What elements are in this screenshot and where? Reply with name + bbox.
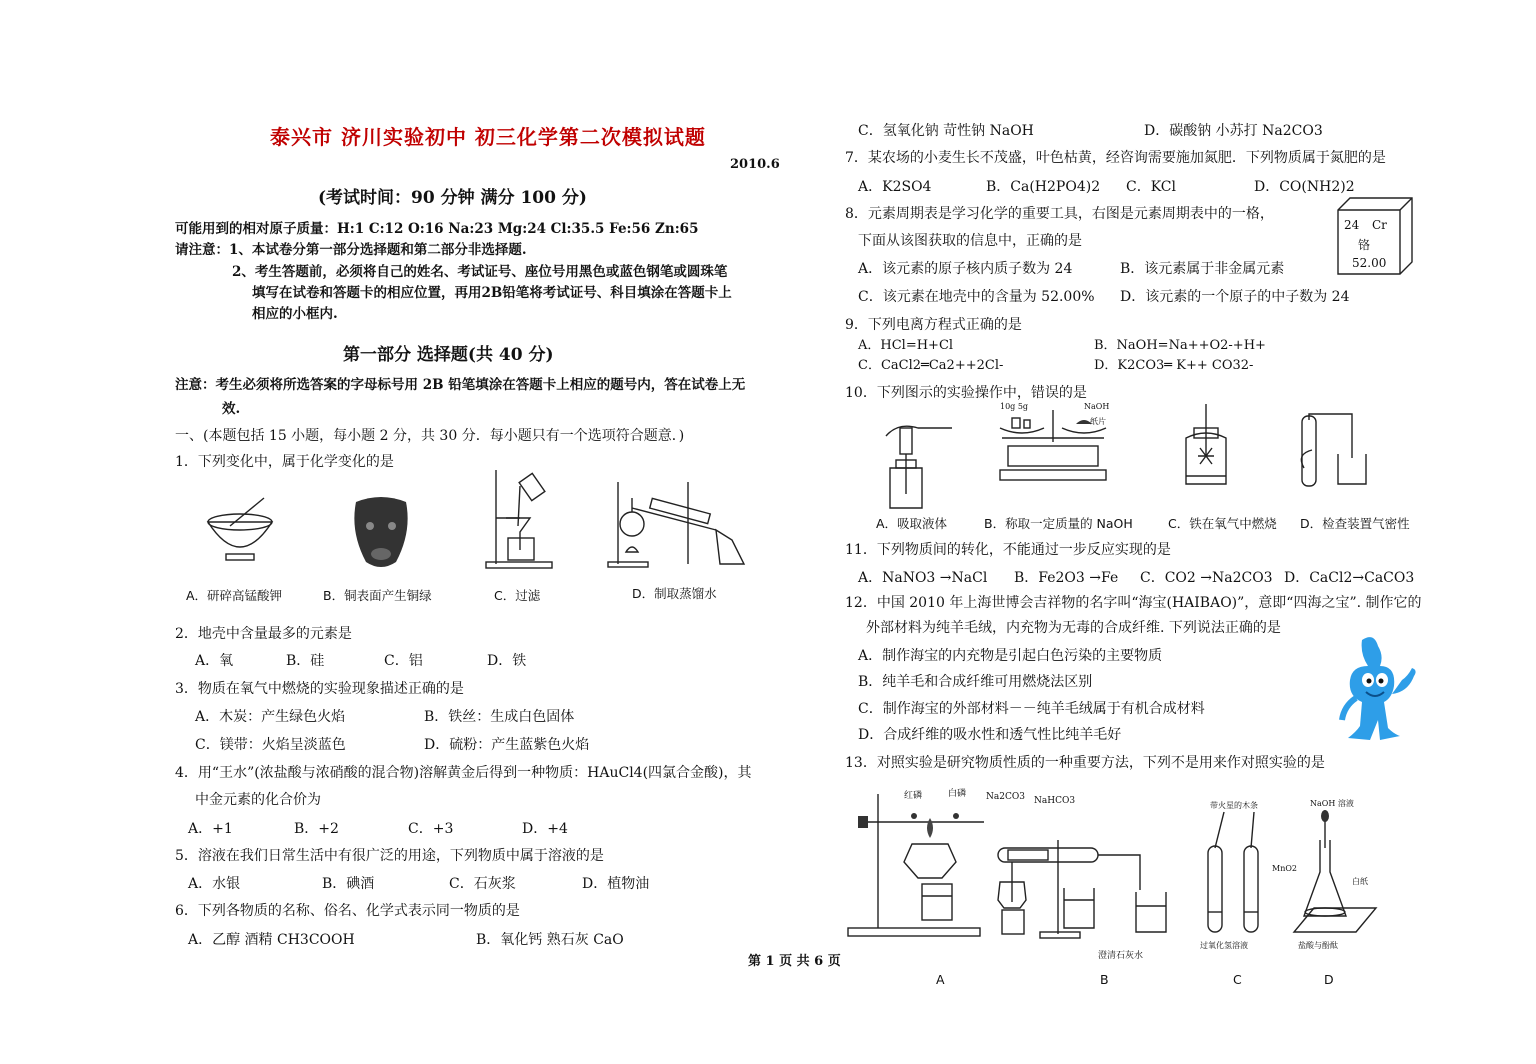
- q13-option-d: D: [1324, 972, 1334, 987]
- q2-option-a: A．氧: [195, 653, 234, 669]
- q1-stem: 1．下列变化中，属于化学变化的是: [175, 454, 394, 470]
- q12-option-a: A．制作海宝的内充物是引起白色污染的主要物质: [858, 648, 1163, 664]
- q12-option-b: B．纯羊毛和合成纤维可用燃烧法区别: [858, 674, 1093, 690]
- q7-option-d: D．CO(NH2)2: [1254, 179, 1355, 195]
- q12-stem: 12．中国 2010 年上海世博会吉祥物的名字叫“海宝(HAIBAO)”，意即“四海之宝”. 制作它的: [845, 595, 1422, 611]
- q3-option-a: A．木炭：产生绿色火焰: [195, 709, 346, 725]
- page-title: 泰兴市 济川实验初中 初三化学第二次模拟试题: [270, 125, 706, 149]
- h2o2-label: 过氧化氢溶液: [1200, 941, 1248, 950]
- distillation-figure: [606, 478, 756, 570]
- q4-option-b: B．+2: [294, 821, 339, 837]
- q11-option-b: B．Fe2O3 →Fe: [1014, 570, 1119, 586]
- q12-stem-2: 外部材料为纯羊毛绒，内充物为无毒的合成纤维. 下列说法正确的是: [866, 620, 1281, 636]
- mno2-label: MnO2: [1272, 864, 1297, 873]
- periodic-cell-mass: 52.00: [1352, 256, 1387, 270]
- acid-label: 盐酸与酚酞: [1298, 941, 1338, 950]
- q10-stem: 10．下列图示的实验操作中，错误的是: [845, 385, 1087, 401]
- q13-option-a: A: [936, 972, 945, 987]
- q6-option-b: B．氧化钙 熟石灰 CaO: [476, 932, 624, 948]
- q13-option-b: B: [1100, 972, 1109, 987]
- part1-heading: 第一部分 选择题(共 40 分): [343, 345, 554, 365]
- q3-stem: 3．物质在氧气中燃烧的实验现象描述正确的是: [175, 681, 464, 697]
- mortar-figure: [200, 492, 280, 572]
- carbonate-heating-figure: [990, 800, 1190, 942]
- q12-option-d: D．合成纤维的吸水性和透气性比纯羊毛好: [858, 727, 1122, 743]
- part1-note-a: 注意：考生必须将所选答案的字母标号用 2B 铅笔填涂在答题卡上相应的题号内，答在试卷上无: [175, 377, 746, 393]
- notice-2c: 相应的小框内.: [252, 306, 338, 322]
- q5-option-b: B．碘酒: [322, 876, 375, 892]
- q9-option-d: D．K2CO3═ K++ CO32-: [1094, 358, 1254, 373]
- q1-option-a: A．研碎高锰酸钾: [186, 588, 283, 603]
- q6-option-c: C．氢氧化钠 苛性钠 NaOH: [858, 123, 1034, 139]
- q3-option-b: B．铁丝：生成白色固体: [424, 709, 575, 725]
- q10-option-b: B．称取一定质量的 NaOH: [984, 516, 1133, 531]
- q6-option-d: D．碳酸钠 小苏打 Na2CO3: [1144, 123, 1323, 139]
- q6-option-a: A．乙醇 酒精 CH3COOH: [188, 932, 355, 948]
- q4-option-d: D．+4: [522, 821, 568, 837]
- na2co3-label: Na2CO3: [986, 792, 1025, 802]
- q13-option-c: C: [1233, 972, 1242, 987]
- q3-option-c: C．镁带：火焰呈淡蓝色: [195, 737, 346, 753]
- q2-option-b: B．硅: [286, 653, 325, 669]
- periodic-cell-name: 铬: [1358, 238, 1371, 252]
- q7-option-c: C．KCl: [1126, 179, 1176, 195]
- q6-stem: 6．下列各物质的名称、俗名、化学式表示同一物质的是: [175, 903, 520, 919]
- periodic-cell-number: 24: [1344, 218, 1360, 232]
- q9-option-c: C．CaCl2═Ca2++2Cl-: [858, 358, 1004, 373]
- q4-stem-2: 中金元素的化合价为: [195, 792, 321, 808]
- q9-stem: 9．下列电离方程式正确的是: [845, 317, 1022, 333]
- q8-option-b: B．该元素属于非金属元素: [1120, 261, 1285, 277]
- dropper-figure: [878, 416, 958, 512]
- q2-stem: 2．地壳中含量最多的元素是: [175, 626, 352, 642]
- q4-option-c: C．+3: [408, 821, 454, 837]
- notice-1: 请注意：1、本试卷分第一部分选择题和第二部分非选择题.: [175, 242, 527, 258]
- q5-option-d: D．植物油: [582, 876, 650, 892]
- copper-bull-figure: [346, 492, 416, 572]
- q10-option-a: A．吸取液体: [876, 516, 948, 531]
- balance-paper-label: 纸片: [1090, 417, 1106, 426]
- q1-option-c: C．过滤: [494, 588, 541, 603]
- q5-option-a: A．水银: [188, 876, 241, 892]
- q11-option-a: A．NaNO3 →NaCl: [858, 570, 988, 586]
- white-phosphorus-label: 白磷: [948, 789, 967, 799]
- q12-option-c: C．制作海宝的外部材料－－纯羊毛绒属于有机合成材料: [858, 701, 1205, 717]
- filtration-figure: [480, 466, 560, 572]
- splint-label: 带火星的木条: [1210, 801, 1258, 810]
- q5-option-c: C．石灰浆: [449, 876, 516, 892]
- q9-option-b: B．NaOH=Na++O2-+H+: [1094, 338, 1266, 353]
- q7-option-a: A．K2SO4: [858, 179, 932, 195]
- notice-2a: 2、考生答题前，必须将自己的姓名、考试证号、座位号用黑色或蓝色钢笔或圆珠笔: [232, 264, 728, 280]
- q7-stem: 7．某农场的小麦生长不茂盛，叶色枯黄，经咨询需要施加氮肥．下列物质属于氮肥的是: [845, 150, 1386, 166]
- exam-date: 2010.6: [730, 157, 780, 172]
- q2-option-d: D．铁: [487, 653, 527, 669]
- q11-option-d: D．CaCl2→CaCO3: [1284, 570, 1415, 586]
- q8-option-a: A．该元素的原子核内质子数为 24: [858, 261, 1073, 277]
- phosphorus-experiment-figure: [844, 788, 994, 940]
- q10-option-d: D．检查装置气密性: [1300, 516, 1410, 531]
- q4-option-a: A．+1: [188, 821, 233, 837]
- q7-option-b: B．Ca(H2PO4)2: [986, 179, 1101, 195]
- catalyst-experiment-figure: [1198, 808, 1278, 938]
- limewater-label: 澄清石灰水: [1098, 951, 1144, 961]
- airtightness-figure: [1294, 410, 1370, 492]
- balance-figure: [994, 402, 1112, 484]
- q1-option-b: B．铜表面产生铜绿: [323, 588, 432, 603]
- balance-naoh-label: NaOH: [1084, 402, 1110, 411]
- q10-option-c: C．铁在氧气中燃烧: [1168, 516, 1277, 531]
- q3-option-d: D．硫粉：产生蓝紫色火焰: [424, 737, 590, 753]
- haibao-mascot-figure: [1334, 636, 1420, 746]
- nahco3-label: NaHCO3: [1034, 796, 1076, 806]
- notice-2b: 填写在试卷和答题卡的相应位置，再用2B铅笔将考试证号、科目填涂在答题卡上: [252, 285, 732, 301]
- q1-option-d: D．制取蒸馏水: [632, 586, 717, 601]
- section-heading: 一、(本题包括 15 小题，每小题 2 分，共 30 分．每小题只有一个选项符合题意．): [175, 428, 685, 444]
- atomic-masses: 可能用到的相对原子质量：H:1 C:12 O:16 Na:23 Mg:24 Cl:35.5 Fe:56 Zn:65: [175, 221, 699, 237]
- q11-option-c: C．CO2 →Na2CO3: [1140, 570, 1273, 586]
- q8-stem-2: 下面从该图获取的信息中，正确的是: [858, 233, 1082, 249]
- page-footer: 第 1 页 共 6 页: [748, 954, 841, 969]
- q8-option-d: D．该元素的一个原子的中子数为 24: [1120, 289, 1350, 305]
- iron-burning-figure: [1176, 404, 1236, 488]
- part1-note-b: 效.: [222, 401, 241, 417]
- neutralization-figure: [1290, 808, 1380, 940]
- periodic-cell-symbol: Cr: [1372, 218, 1387, 232]
- red-phosphorus-label: 红磷: [904, 791, 923, 801]
- q9-option-a: A．HCl=H+Cl: [858, 338, 954, 353]
- q13-stem: 13．对照实验是研究物质性质的一种重要方法，下列不是用来作对照实验的是: [845, 755, 1325, 771]
- balance-weights-label: 10g 5g: [1000, 402, 1029, 411]
- q11-stem: 11．下列物质间的转化，不能通过一步反应实现的是: [845, 542, 1171, 558]
- white-paper-label: 白纸: [1352, 877, 1368, 886]
- q4-stem: 4．用“王水”(浓盐酸与浓硝酸的混合物)溶解黄金后得到一种物质：HAuCl4(四氯合金酸)，其: [175, 765, 752, 781]
- q5-stem: 5．溶液在我们日常生活中有很广泛的用途，下列物质中属于溶液的是: [175, 848, 604, 864]
- q8-option-c: C．该元素在地壳中的含量为 52.00%: [858, 289, 1095, 305]
- q8-stem: 8．元素周期表是学习化学的重要工具，右图是元素周期表中的一格，: [845, 206, 1274, 222]
- naoh-solution-label: NaOH 溶液: [1310, 799, 1354, 808]
- exam-info: (考试时间：90 分钟 满分 100 分): [318, 188, 587, 208]
- q2-option-c: C．铝: [384, 653, 423, 669]
